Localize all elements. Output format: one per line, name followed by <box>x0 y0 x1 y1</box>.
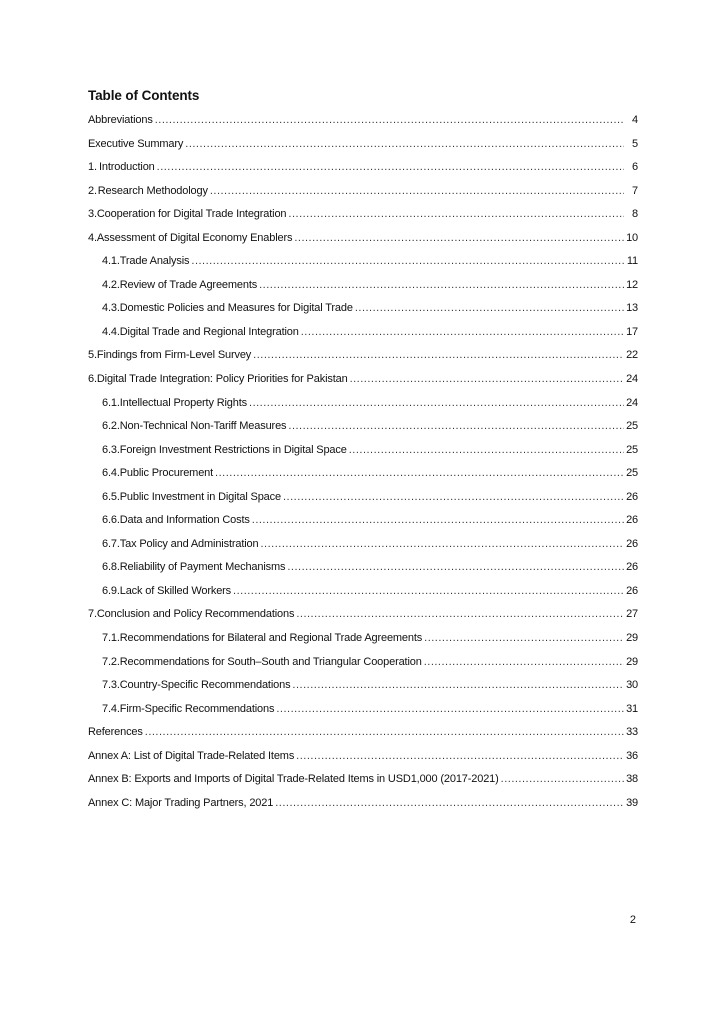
toc-entry[interactable] <box>88 537 638 561</box>
toc-entry-title[interactable]: Recommendations for Bilateral and Regional Trade Agreements <box>119 632 423 645</box>
toc-entry[interactable] <box>88 655 638 679</box>
dot-leader <box>145 725 624 739</box>
toc-entry-title[interactable]: Introduction <box>98 161 155 174</box>
toc-entry-number: 4. <box>88 231 97 244</box>
toc-entry-page: 4 <box>632 114 638 126</box>
toc-entry-number: 6.4. <box>102 467 120 480</box>
toc-entry-title[interactable]: Conclusion and Policy Recommendations <box>96 608 295 621</box>
toc-entry-page: 25 <box>626 443 638 456</box>
dot-leader <box>355 301 624 315</box>
toc-entry-title[interactable]: Foreign Investment Restrictions in Digital Space <box>119 443 347 456</box>
toc-entry-title[interactable]: Annex C: Major Trading Partners, 2021 <box>88 796 274 809</box>
toc-entry-number: 6.7. <box>102 537 120 550</box>
toc-entry[interactable] <box>88 419 638 443</box>
toc-heading: Table of Contents <box>88 88 200 103</box>
dot-leader <box>275 796 624 810</box>
dot-leader <box>155 113 624 127</box>
toc-entry[interactable] <box>88 231 638 255</box>
toc-entry-page: 26 <box>626 561 638 574</box>
toc-entry[interactable] <box>88 678 638 702</box>
toc-entry-title[interactable]: Digital Trade and Regional Integration <box>119 325 299 338</box>
toc-entry-title[interactable]: Abbreviations <box>88 114 153 126</box>
toc-entry-title[interactable]: Review of Trade Agreements <box>119 278 258 291</box>
toc-entry[interactable] <box>88 513 638 537</box>
toc-entry-number: 6.5. <box>102 490 120 503</box>
toc-entry-page: 26 <box>626 537 638 550</box>
toc-entry-page: 13 <box>626 302 638 315</box>
dot-leader <box>294 231 624 245</box>
dot-leader <box>260 537 624 551</box>
toc-entry-title[interactable]: Executive Summary <box>88 137 184 150</box>
toc-entry[interactable] <box>88 631 638 655</box>
dot-leader <box>296 749 624 763</box>
table-of-contents <box>88 113 638 819</box>
toc-entry[interactable] <box>88 702 638 726</box>
toc-entry-page: 17 <box>626 325 638 338</box>
dot-leader <box>292 678 624 692</box>
toc-entry-page: 26 <box>626 514 638 527</box>
toc-entry-number: 6.2. <box>102 420 120 433</box>
toc-entry-page: 25 <box>626 420 638 433</box>
toc-entry-page: 7 <box>632 184 638 197</box>
toc-entry-title[interactable]: Firm-Specific Recommendations <box>119 702 275 715</box>
toc-entry[interactable] <box>88 443 638 467</box>
toc-entry-title[interactable]: Annex B: Exports and Imports of Digital Trade-Related Items in USD1,000 (2017-2021) <box>88 773 499 786</box>
toc-entry-title[interactable]: Trade Analysis <box>119 255 190 268</box>
toc-entry[interactable] <box>88 372 638 396</box>
toc-entry[interactable] <box>88 348 638 372</box>
toc-entry-number: 6.8. <box>102 561 120 574</box>
toc-entry[interactable] <box>88 137 638 161</box>
toc-entry-page: 25 <box>626 467 638 480</box>
toc-entry-number: 3. <box>88 208 97 221</box>
toc-entry-title[interactable]: Assessment of Digital Economy Enablers <box>96 231 293 244</box>
toc-entry-number: 6.6. <box>102 514 120 527</box>
toc-entry[interactable] <box>88 725 638 749</box>
page-number: 2 <box>629 914 636 926</box>
toc-entry-page: 11 <box>626 255 638 268</box>
toc-entry-title[interactable]: Country-Specific Recommendations <box>119 679 291 692</box>
toc-entry[interactable] <box>88 278 638 302</box>
toc-entry-number: 7.2. <box>102 655 120 668</box>
toc-entry-title[interactable]: Intellectual Property Rights <box>119 396 248 409</box>
dot-leader <box>296 607 624 621</box>
toc-entry[interactable] <box>88 607 638 631</box>
toc-entry-title[interactable]: Cooperation for Digital Trade Integration <box>96 208 287 221</box>
toc-entry-title[interactable]: Recommendations for South–South and Triangular Cooperation <box>119 655 422 668</box>
toc-entry[interactable] <box>88 584 638 608</box>
toc-entry-page: 39 <box>626 796 638 809</box>
toc-entry-number: 7. <box>88 608 97 621</box>
toc-entry-number: 4.4. <box>102 325 120 338</box>
toc-entry[interactable] <box>88 207 638 231</box>
toc-entry[interactable] <box>88 749 638 773</box>
toc-entry-number: 7.1. <box>102 632 120 645</box>
dot-leader <box>349 443 624 457</box>
toc-entry-number: 4.2. <box>102 278 120 291</box>
toc-entry-title[interactable]: Lack of Skilled Workers <box>119 584 232 597</box>
toc-entry-page: 30 <box>626 679 638 692</box>
toc-entry-page: 6 <box>632 161 638 174</box>
dot-leader <box>276 702 624 716</box>
toc-entry-page: 22 <box>626 349 638 362</box>
toc-entry-page: 10 <box>626 231 638 244</box>
toc-entry-page: 36 <box>626 749 638 762</box>
toc-entry-page: 5 <box>632 137 638 150</box>
toc-entry-page: 24 <box>626 396 638 409</box>
toc-entry-title[interactable]: References <box>88 726 143 739</box>
dot-leader <box>252 513 624 527</box>
dot-leader <box>301 325 624 339</box>
toc-entry-number: 6.9. <box>102 584 120 597</box>
dot-leader <box>157 160 624 174</box>
toc-entry-title[interactable]: Findings from Firm-Level Survey <box>96 349 252 362</box>
toc-entry-page: 38 <box>626 773 638 786</box>
toc-entry[interactable] <box>88 466 638 490</box>
toc-entry-page: 27 <box>626 608 638 621</box>
toc-entry[interactable] <box>88 560 638 584</box>
dot-leader <box>501 772 624 786</box>
dot-leader <box>210 184 624 198</box>
toc-entry-title[interactable]: Public Investment in Digital Space <box>119 490 281 503</box>
toc-entry-number: 4.3. <box>102 302 120 315</box>
dot-leader <box>424 631 624 645</box>
toc-entry[interactable] <box>88 796 638 820</box>
toc-entry[interactable] <box>88 254 638 278</box>
toc-entry[interactable] <box>88 325 638 349</box>
toc-entry-page: 8 <box>632 208 638 221</box>
toc-entry-title[interactable]: Data and Information Costs <box>119 514 250 527</box>
dot-leader <box>288 207 624 221</box>
toc-entry[interactable] <box>88 396 638 420</box>
toc-entry[interactable] <box>88 113 638 137</box>
dot-leader <box>215 466 624 480</box>
dot-leader <box>249 396 624 410</box>
toc-entry-page: 12 <box>626 278 638 291</box>
toc-entry-page: 29 <box>626 632 638 645</box>
toc-entry-page: 31 <box>626 702 638 715</box>
toc-entry-title[interactable]: Annex A: List of Digital Trade-Related Items <box>88 749 295 762</box>
toc-entry-page: 26 <box>626 584 638 597</box>
toc-entry-page: 26 <box>626 490 638 503</box>
dot-leader <box>259 278 624 292</box>
toc-entry[interactable] <box>88 772 638 796</box>
toc-entry-title[interactable]: Non-Technical Non-Tariff Measures <box>119 420 287 433</box>
toc-entry-title[interactable]: Domestic Policies and Measures for Digital Trade <box>119 302 353 315</box>
toc-entry-number: 6.3. <box>102 443 120 456</box>
dot-leader <box>233 584 624 598</box>
toc-entry-title[interactable]: Reliability of Payment Mechanisms <box>119 561 286 574</box>
dot-leader <box>283 490 624 504</box>
toc-entry-title[interactable]: Public Procurement <box>119 467 214 480</box>
toc-entry-number: 6.1. <box>102 396 120 409</box>
toc-entry-title[interactable]: Digital Trade Integration: Policy Priorities for Pakistan <box>96 373 348 386</box>
toc-entry-number: 6. <box>88 373 97 386</box>
toc-entry-number: 4.1. <box>102 255 120 268</box>
toc-entry-title[interactable]: Research Methodology <box>97 184 208 197</box>
dot-leader <box>288 419 624 433</box>
toc-entry-number: 5. <box>88 349 97 362</box>
dot-leader <box>185 137 624 151</box>
toc-entry[interactable] <box>88 160 638 184</box>
dot-leader <box>350 372 624 386</box>
toc-entry-number: 7.4. <box>102 702 120 715</box>
toc-entry[interactable] <box>88 301 638 325</box>
toc-entry-page: 29 <box>626 655 638 668</box>
toc-entry-page: 33 <box>626 726 638 739</box>
dot-leader <box>253 348 624 362</box>
toc-entry-page: 24 <box>626 373 638 386</box>
toc-entry-number: 7.3. <box>102 679 120 692</box>
dot-leader <box>191 254 624 268</box>
dot-leader <box>287 560 624 574</box>
dot-leader <box>424 655 624 669</box>
toc-entry-number: 2. <box>88 184 97 197</box>
toc-entry-title[interactable]: Tax Policy and Administration <box>119 537 259 550</box>
toc-entry[interactable] <box>88 490 638 514</box>
toc-entry[interactable] <box>88 184 638 208</box>
toc-entry-number: 1. <box>88 161 97 174</box>
